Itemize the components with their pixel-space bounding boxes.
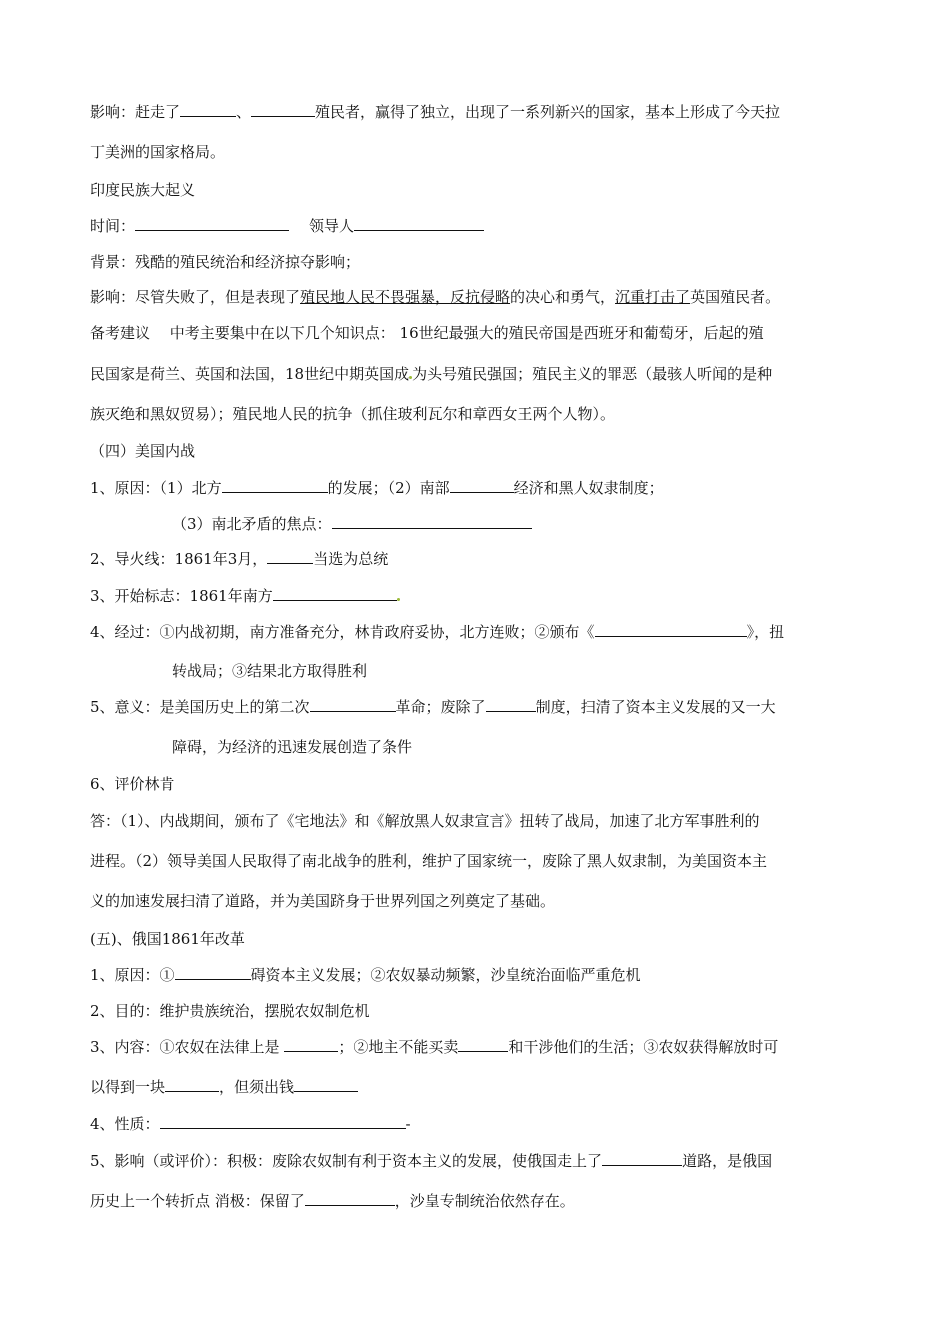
text: 为头号殖民强国；殖民主义的罪恶（最骇人听闻的是种 [412,365,773,383]
mark-dot [397,598,400,601]
underlined-text: 沉重打击了 [615,288,691,306]
fill-blank [222,478,328,493]
text: 的决心和勇气， [510,288,616,306]
text-line: 义的加速发展扫清了道路，并为美国跻身于世界列国之列奠定了基础。 [90,892,556,910]
fill-blank [332,514,532,529]
fill-blank [165,1077,219,1092]
fill-blank [450,478,514,493]
text: 殖民者，赢得了独立，出现了一系列新兴的国家，基本上形成了今天拉 [315,103,781,121]
text: 5、意义：是美国历史上的第二次 [90,698,310,716]
text-line [172,514,532,534]
text-line [90,216,484,236]
fill-blank [595,622,747,637]
text: ，沙皇专制统治依然存在。 [394,1192,575,1210]
fill-blank [251,102,315,117]
fill-blank [267,549,313,564]
text-line [90,1037,778,1057]
text: 、 [236,103,252,121]
text: 以得到一块 [90,1078,166,1096]
text: 制度，扫清了资本主义发展的又一大 [535,698,776,716]
fill-blank [354,216,484,231]
text-line: 进程。（2）领导美国人民取得了南北战争的胜利，维护了国家统一，废除了黑人奴隶制，为美国资本主 [90,852,768,870]
text-line [90,1191,575,1211]
text: 英国殖民者。 [690,288,781,306]
text-line [90,102,780,122]
text: ；②地主不能买卖 [338,1038,459,1056]
text: 》，扭 [746,623,785,641]
text: ，但须出钱 [219,1078,295,1096]
text-line [90,478,664,498]
text-line [90,697,776,717]
text-line: 答：（1）、内战期间，颁布了《宅地法》和《解放黑人奴隶宣言》扭转了战局，加速了北方军事胜利的 [90,812,760,830]
text: 5、影响（或评价）：积极：废除农奴制有利于资本主义的发展，使俄国走上了 [90,1152,603,1170]
section-heading: (五)、俄国1861年改革 [90,930,245,948]
text-line: 备考建议 中考主要集中在以下几个知识点： 16世纪最强大的殖民帝国是西班牙和葡萄牙，后起的殖 [90,324,764,342]
text: 1、原因：（1）北方 [90,479,222,497]
text-line: 障碍，为经济的迅速发展创造了条件 [172,738,413,756]
fill-blank [160,1114,406,1129]
text-line [90,364,772,384]
text: 道路，是俄国 [682,1152,773,1170]
text-line: 族灭绝和黑奴贸易）；殖民地人民的抗争（抓住玻利瓦尔和章西女王两个人物）。 [90,405,616,423]
text: 民国家是荷兰、英国和法国，18世纪中期英国成 [90,365,410,383]
text-line [90,1114,411,1134]
text-line [90,586,400,606]
text-line [90,1151,772,1171]
text: 影响：尽管失败了，但是表现了 [90,288,301,306]
text: 3、开始标志：1861年南方 [90,587,273,605]
text: - [405,1115,411,1133]
text-line [90,549,388,569]
text: 3、内容：①农奴在法律上是 [90,1038,285,1056]
fill-blank [486,697,536,712]
text-line [90,622,784,642]
fill-blank [175,965,251,980]
text-line: 6、评价林肯 [90,775,175,793]
fill-blank [135,216,289,231]
text-line: 2、目的：维护贵族统治，摆脱农奴制危机 [90,1002,370,1020]
fill-blank [458,1037,508,1052]
fill-blank [310,697,396,712]
text-line: 转战局；③结果北方取得胜利 [172,662,368,680]
text: 的发展；（2）南部 [327,479,450,497]
fill-blank [294,1077,358,1092]
text: 领导人 [309,217,355,235]
text: 4、经过：①内战初期，南方准备充分，林肯政府妥协，北方连败；②颁布《 [90,623,595,641]
text: 历史上一个转折点 消极：保留了 [90,1192,305,1210]
text-line: 背景：残酷的殖民统治和经济掠夺影响； [90,253,361,271]
fill-blank [602,1151,682,1166]
text: 1、原因：① [90,966,175,984]
text: 2、导火线：1861年3月， [90,550,268,568]
text: 4、性质： [90,1115,160,1133]
text: 经济和黑人奴隶制度； [513,479,664,497]
text-line [90,965,641,985]
text: 革命；废除了 [395,698,486,716]
text-line: 丁美洲的国家格局。 [90,143,226,161]
text: 碍资本主义发展；②农奴暴动频繁，沙皇统治面临严重危机 [250,966,641,984]
text: 当选为总统 [313,550,389,568]
text-line [90,287,780,307]
underlined-text: 殖民地人民不畏强暴，反抗侵略 [300,288,511,306]
text: 时间： [90,217,136,235]
section-heading: 印度民族大起义 [90,181,196,199]
fill-blank [284,1037,338,1052]
fill-blank [273,586,397,601]
text: 和干涉他们的生活；③农奴获得解放时可 [508,1038,779,1056]
text: （3）南北矛盾的焦点： [172,515,332,533]
text-line [90,1077,358,1097]
fill-blank [180,102,236,117]
text: 影响：赶走了 [90,103,181,121]
section-heading: （四）美国内战 [90,442,196,460]
fill-blank [305,1191,395,1206]
